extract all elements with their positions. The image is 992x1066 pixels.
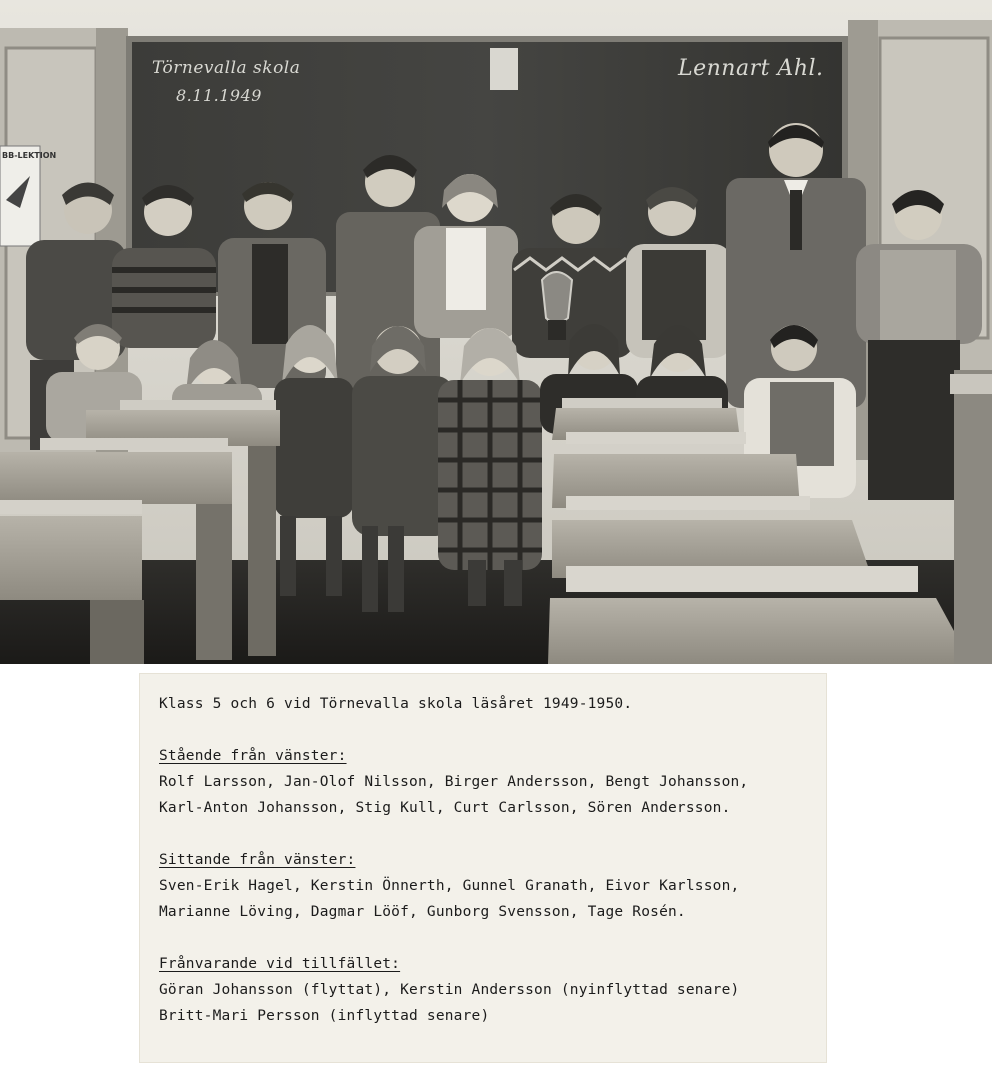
standing-names-line-2: Karl-Anton Johansson, Stig Kull, Curt Carlsson, Sören Andersson. (159, 800, 731, 816)
standing-names-line-1: Rolf Larsson, Jan-Olof Nilsson, Birger Andersson, Bengt Johansson, (159, 774, 749, 790)
poster-text: BB-LEKTION (2, 151, 57, 160)
caption-title: Klass 5 och 6 vid Törnevalla skola läsåret 1949-1950. (159, 696, 633, 712)
sitting-names-line-2: Marianne Löving, Dagmar Lööf, Gunborg Svensson, Tage Rosén. (159, 904, 686, 920)
standing-heading: Stående från vänster: (159, 748, 347, 764)
chalk-school-name: Törnevalla skola (152, 58, 301, 78)
sitting-names-line-1: Sven-Erik Hagel, Kerstin Önnerth, Gunnel Granath, Eivor Karlsson, (159, 878, 740, 894)
absent-names-line-1: Göran Johansson (flyttat), Kerstin Andersson (nyinflyttad senare) (159, 982, 740, 998)
trophy-icon (542, 272, 572, 323)
typed-caption (159, 691, 817, 1029)
absent-names-line-2: Britt-Mari Persson (inflyttad senare) (159, 1008, 490, 1024)
caption-card (139, 673, 827, 1063)
chalk-teacher-name: Lennart Ahl. (678, 56, 824, 81)
chalk-date: 8.11.1949 (176, 86, 262, 105)
absent-heading: Frånvarande vid tillfället: (159, 956, 401, 972)
sitting-heading: Sittande från vänster: (159, 852, 356, 868)
